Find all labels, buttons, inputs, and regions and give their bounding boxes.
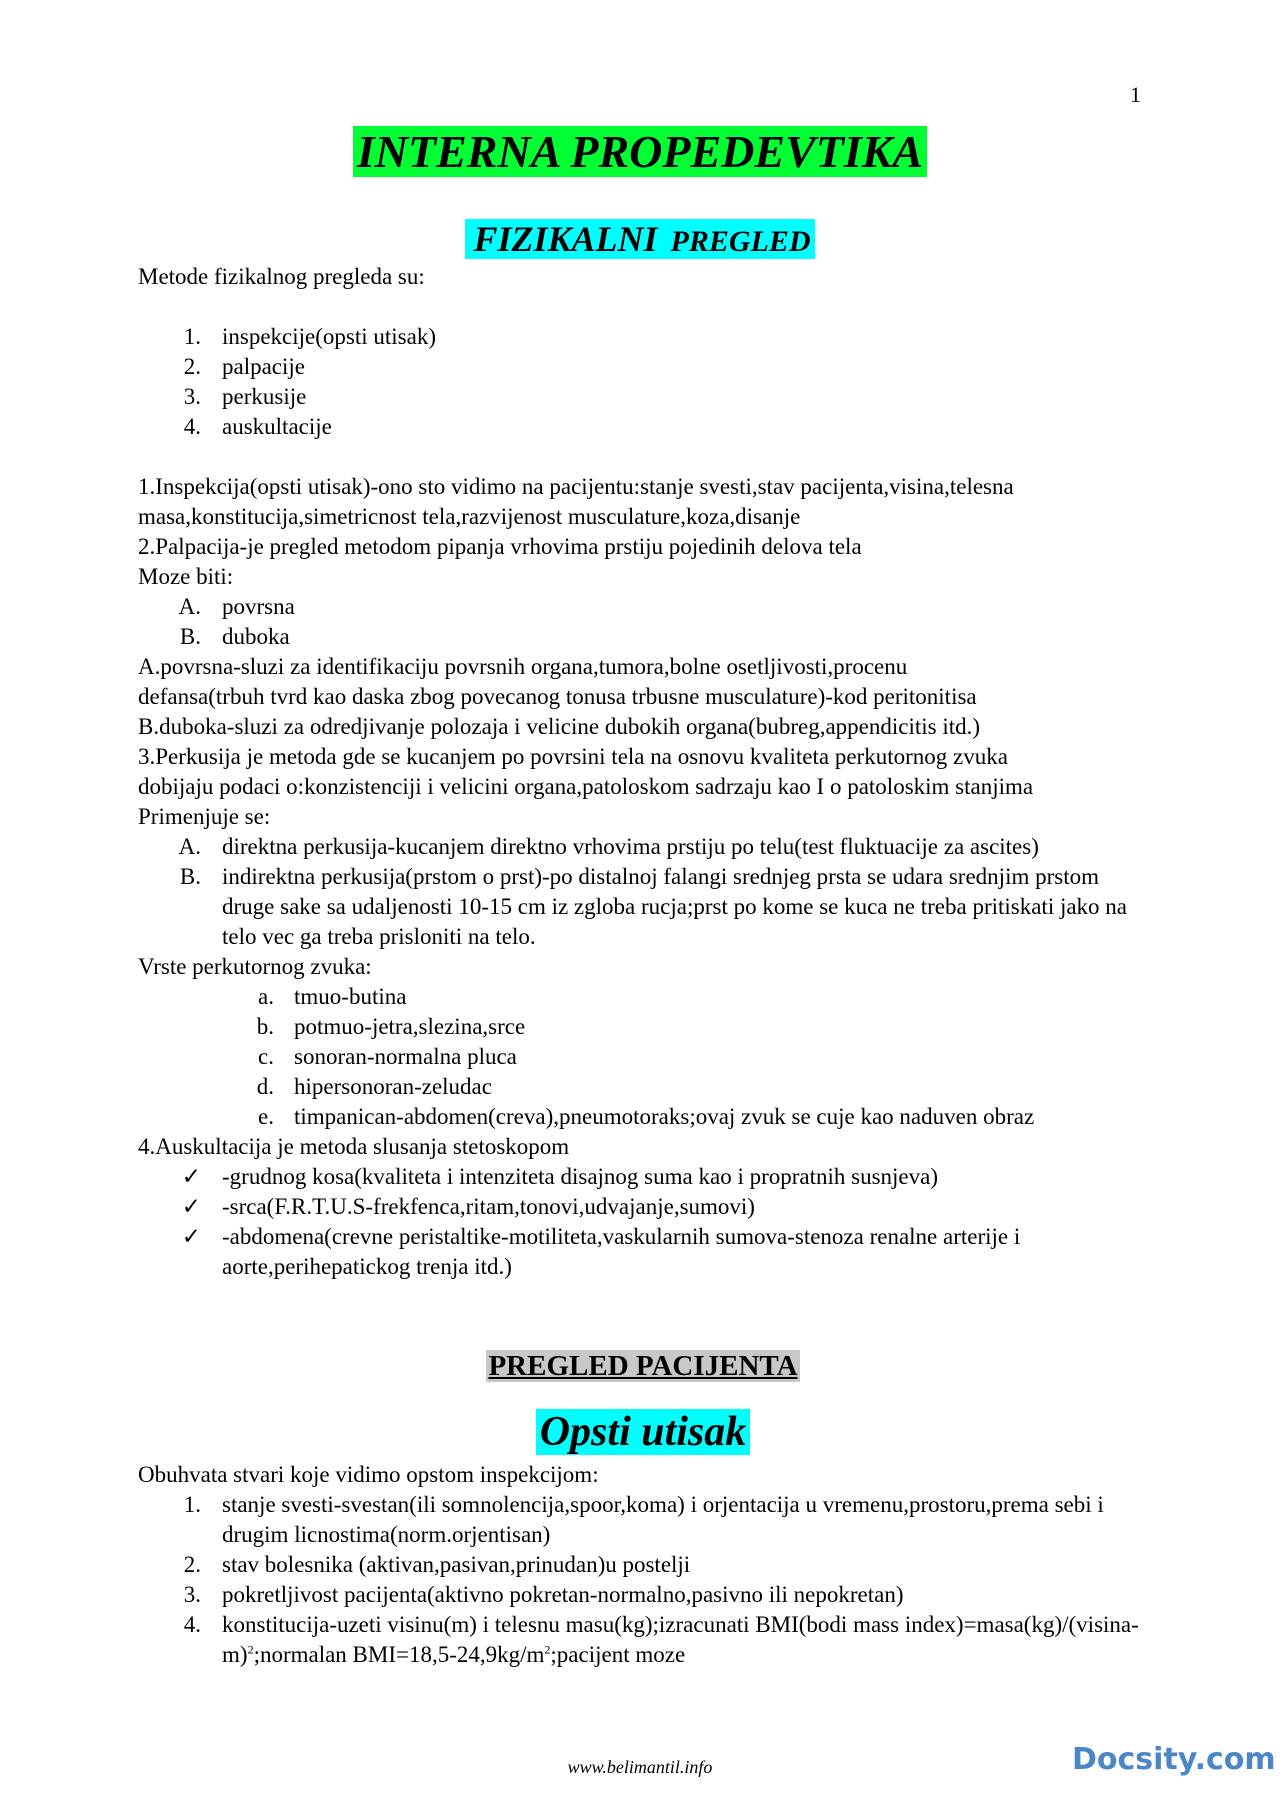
povrsna-line-2: defansa(trbuh tvrd kao daska zbog povecanog tonusa trbusne musculature)-kod peritonitisa xyxy=(138,684,977,709)
methods-list xyxy=(138,322,1148,442)
check-icon: ✓ xyxy=(181,1164,201,1189)
auscultation-list xyxy=(138,1162,1148,1282)
section-title-pregled-pacijenta: PREGLED PACIJENTA xyxy=(488,1350,798,1382)
duboka-line: B.duboka-sluzi za odredjivanje polozaja i velicine dubokih organa(bubreg,appendicitis itd.) xyxy=(138,714,981,739)
subtitle-big: FIZIKALNI xyxy=(469,219,661,259)
list-item: ✓ -abdomena(crevne peristaltike-motiliteta,vaskularnih sumova-stenoza renalne arterije i aorte,perihepatickog trenja itd.) xyxy=(173,1222,1148,1282)
document-body xyxy=(138,262,1148,1670)
document-title xyxy=(0,123,1280,181)
list-item: 2. stav bolesnika (aktivan,pasivan,prinudan)u postelji xyxy=(183,1552,691,1577)
list-item: 3. perkusije xyxy=(183,384,307,409)
auskultacija-line: 4.Auskultacija je metoda slusanja stetoskopom xyxy=(138,1134,570,1159)
list-item: 2. palpacije xyxy=(183,354,306,379)
list-item: 3. pokretljivost pacijenta(aktivno pokretan-normalno,pasivno ili nepokretan) xyxy=(183,1582,904,1607)
title-text: INTERNA PROPEDEVTIKA xyxy=(353,126,927,177)
perkusija-line-2: dobijaju podaci o:konzistenciji i velicini organa,patoloskom sadrzaju kao I o patoloskim stanjima xyxy=(138,774,1034,799)
vrste-zvuka: Vrste perkutornog zvuka: xyxy=(138,954,372,979)
sounds-list xyxy=(138,982,1148,1132)
list-item: a. tmuo-butina xyxy=(258,984,407,1009)
list-item: A. direktna perkusija-kucanjem direktno vrhovima prstiju po telu(test fluktuacije za ascites) xyxy=(178,834,1039,859)
footer-url: www.belimantil.info xyxy=(567,1757,713,1777)
primenjuje: Primenjuje se: xyxy=(138,804,271,829)
list-item: b. potmuo-jetra,slezina,srce xyxy=(256,1014,526,1039)
list-item: d. hipersonoran-zeludac xyxy=(256,1074,492,1099)
section-title-opsti-utisak: Opsti utisak xyxy=(138,1404,1148,1460)
section-title-fizikalni xyxy=(0,215,1280,266)
perkusija-line-1: 3.Perkusija je metoda gde se kucanjem po povrsini tela na osnovu kvaliteta perkutornog zvuka xyxy=(138,744,1008,769)
list-item: e. timpanican-abdomen(creva),pneumotoraks;ovaj zvuk se cuje kao naduven obraz xyxy=(258,1104,1035,1129)
check-icon: ✓ xyxy=(181,1194,201,1219)
list-item: B. indirektna perkusija(prstom o prst)-po distalnoj falangi srednjeg prsta se udara srednjim prstom druge sake sa udaljenosti 10-15 cm iz zgloba rucja;prst po kome se kuca ne treba pritiskati jako na telo vec ga treba prisloniti na telo. xyxy=(179,864,1128,949)
list-item: A. povrsna xyxy=(178,594,295,619)
inspekcija-line-2: masa,konstitucija,simetricnost tela,razvijenost musculature,koza,disanje xyxy=(138,504,801,529)
inspekcija-line-1: 1.Inspekcija(opsti utisak)-ono sto vidimo na pacijentu:stanje svesti,stav pacijenta,visina,telesna xyxy=(138,474,1014,499)
list-item: 4. auskultacije xyxy=(183,414,332,439)
obuhvata-line: Obuhvata stvari koje vidimo opstom inspekcijom: xyxy=(138,1462,599,1487)
list-item: B. duboka xyxy=(179,624,290,649)
general-impression-list xyxy=(138,1490,1148,1670)
percussion-types-list xyxy=(138,832,1148,952)
list-item: ✓ -grudnog kosa(kvaliteta i intenziteta disajnog suma kao i propratnih susnjeva) xyxy=(173,1162,1148,1192)
list-item: ✓ -srca(F.R.T.U.S-frekfenca,ritam,tonovi,udvajanje,sumovi) xyxy=(173,1192,1148,1222)
intro-text: Metode fizikalnog pregleda su: xyxy=(138,264,425,289)
povrsna-line-1: A.povrsna-sluzi za identifikaciju povrsnih organa,tumora,bolne osetljivosti,procenu xyxy=(138,654,908,679)
list-item: c. sonoran-normalna pluca xyxy=(258,1044,517,1069)
list-item: 1. inspekcije(opsti utisak) xyxy=(183,324,436,349)
palpacija-line: 2.Palpacija-je pregled metodom pipanja vrhovima prstiju pojedinih delova tela xyxy=(138,534,862,559)
check-icon: ✓ xyxy=(181,1224,201,1249)
list-item: 4. konstitucija-uzeti visinu(m) i telesnu masu(kg);izracunati BMI(bodi mass $index)=masa(kg)/(visina-m)^2;normalan$ $BMI=18,5-24,9kg/m^2;pacijent$ moze xyxy=(183,1612,1139,1667)
docsity-watermark: Docsity.com xyxy=(1072,1742,1276,1777)
moze-biti: Moze biti: xyxy=(138,564,234,589)
list-item: 1. stanje svesti-svestan(ili somnolencija,spoor,koma) i orjentacija u vremenu,prostoru,prema sebi i drugim licnostima(norm.orjentisan) xyxy=(183,1492,1104,1547)
palpation-types-list xyxy=(138,592,1148,652)
subtitle-small: PREGLED xyxy=(670,225,811,258)
page-number: 1 xyxy=(1130,82,1141,107)
